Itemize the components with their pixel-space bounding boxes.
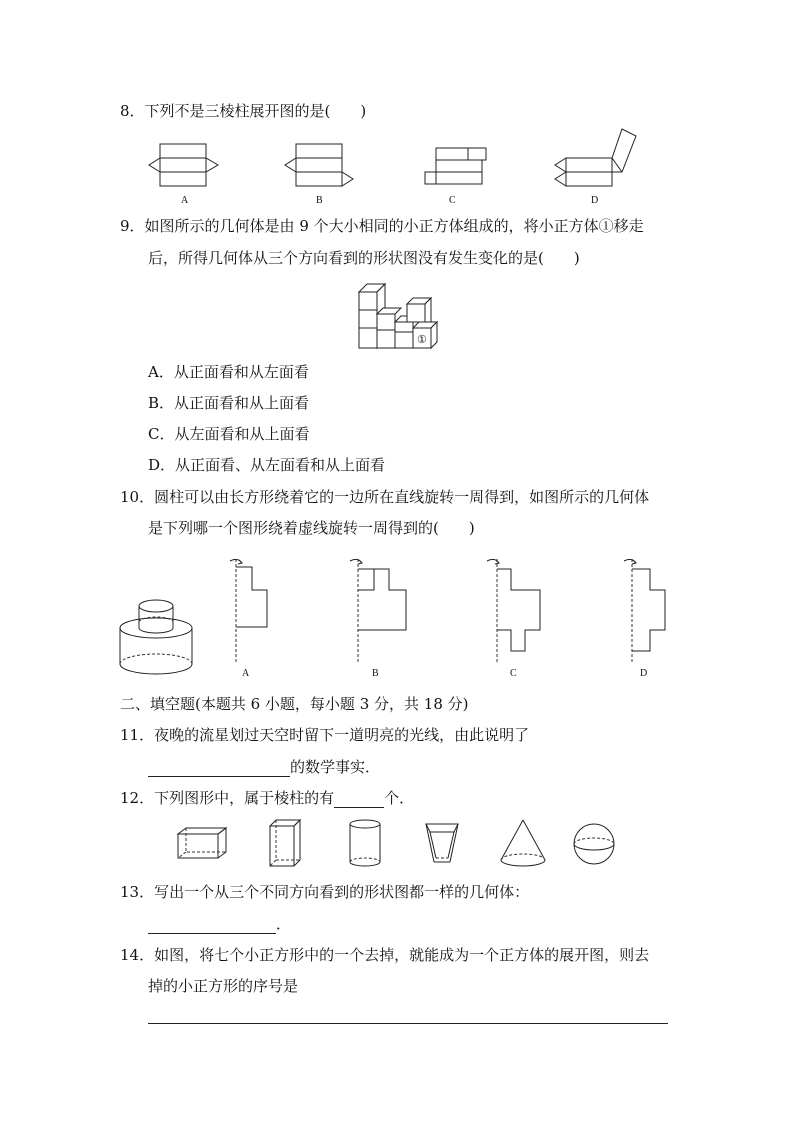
q10-label-b: B: [372, 668, 379, 679]
q10-option-b: [348, 555, 408, 665]
q13-answer-blank[interactable]: [148, 919, 276, 934]
q9-cube-mark: ①: [417, 334, 427, 346]
q9-cube-figure: [355, 280, 445, 354]
q10-solid-figure: [116, 598, 198, 680]
q12-shape-tall-prism: [268, 818, 304, 870]
q8-text: 8．下列不是三棱柱展开图的是( ): [120, 102, 367, 120]
q12-shape-cylinder: [348, 818, 384, 870]
q8-figure-b: [282, 140, 362, 190]
q12-answer-blank[interactable]: [334, 793, 384, 808]
q10-option-c: [485, 555, 545, 665]
q14-line1: 14．如图，将七个小正方形中的一个去掉，就能成为一个正方体的展开图，则去: [120, 946, 650, 964]
section2-heading: 二、填空题(本题共 6 小题，每小题 3 分，共 18 分): [120, 695, 469, 713]
q11-line2-suffix: 的数学事实．: [290, 758, 381, 776]
q12-shape-sphere: [572, 822, 618, 868]
q8-figure-a: [146, 140, 226, 190]
q9-option-a: A．从正面看和从左面看: [148, 363, 309, 381]
q12-shape-frustum: [424, 822, 464, 870]
q11-line2: [148, 757, 380, 777]
q13-line2: [148, 914, 291, 934]
q12-prefix: 12．下列图形中，属于棱柱的有: [120, 789, 335, 807]
q8-label-d: D: [591, 195, 599, 206]
q8-label-b: B: [316, 195, 323, 206]
q10-label-d: D: [640, 668, 648, 679]
q10-label-c: C: [510, 668, 517, 679]
q10-label-a: A: [242, 668, 250, 679]
q10-option-a: [228, 555, 278, 665]
q14-line2: 掉的小正方形的序号是: [148, 977, 299, 995]
q13-line2-suffix: ．: [276, 915, 292, 933]
q11-answer-blank[interactable]: [148, 762, 290, 777]
q9-option-b: B．从正面看和从上面看: [148, 394, 310, 412]
q12-shape-rect-prism: [176, 826, 230, 862]
q14-answer-line[interactable]: [148, 1023, 668, 1024]
q8-figure-c: [420, 140, 500, 190]
q9-line2: 后，所得几何体从三个方向看到的形状图没有发生变化的是( ): [148, 249, 580, 267]
q8-label-a: A: [181, 195, 189, 206]
q10-line1: 10．圆柱可以由长方形绕着它的一边所在直线旋转一周得到，如图所示的几何体: [120, 488, 650, 506]
q10-option-d: [622, 555, 672, 665]
q12-line: [120, 788, 414, 808]
q13-line1: 13．写出一个从三个不同方向看到的形状图都一样的几何体：: [120, 883, 530, 901]
q8-figure-d: [552, 128, 642, 190]
q12-suffix: 个．: [384, 789, 415, 807]
q9-option-c: C．从左面看和从上面看: [148, 425, 310, 443]
q8-label-c: C: [449, 195, 456, 206]
q10-line2: 是下列哪一个图形绕着虚线旋转一周得到的( ): [148, 519, 475, 537]
q9-option-d: D．从正面看、从左面看和从上面看: [148, 456, 386, 474]
q12-shape-cone: [498, 818, 550, 870]
q9-line1: 9．如图所示的几何体是由 9 个大小相同的小正方体组成的，将小正方体①移走: [120, 217, 644, 235]
q11-line1: 11．夜晚的流星划过天空时留下一道明亮的光线，由此说明了: [120, 726, 530, 744]
